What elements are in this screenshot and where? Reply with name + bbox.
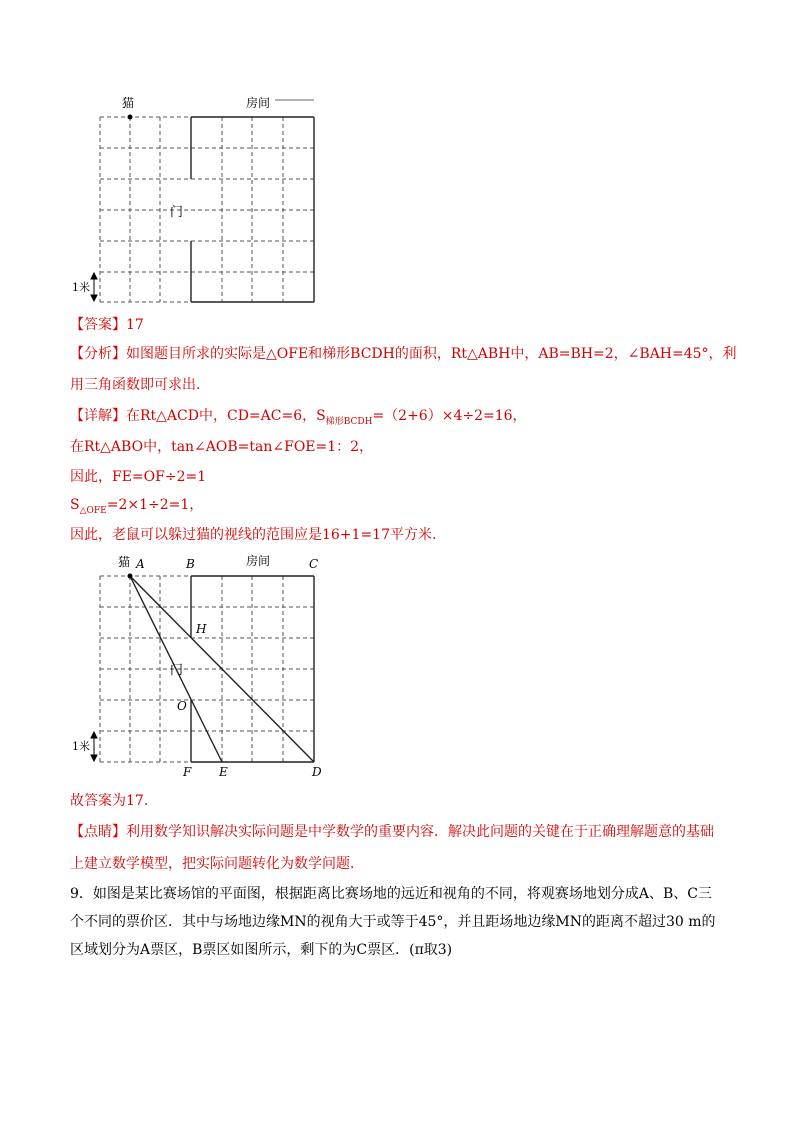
point-b-label: B xyxy=(186,557,195,571)
grid-figure-2 xyxy=(70,552,340,782)
detail-text-4b: =2×1÷2=1， xyxy=(106,497,204,513)
room-label: 房间 xyxy=(246,96,271,110)
detail-line-5: 因此，老鼠可以躲过猫的视线的范围应是16+1=17平方米. xyxy=(70,527,437,543)
detail-sub-4: △OFE xyxy=(79,505,107,516)
grid-diagram-2 xyxy=(70,552,340,782)
scale-label: 1米 xyxy=(72,281,90,294)
scale-label-2: 1米 xyxy=(72,740,90,753)
point-h-label: H xyxy=(196,622,207,636)
answer-text: 17 xyxy=(126,317,144,333)
room-label-2: 房间 xyxy=(246,554,271,568)
comment-text-1: 利用数学知识解决实际问题是中学数学的重要内容．解决此问题的关键在于正确理解题意的基础 xyxy=(126,824,714,840)
point-f-label: F xyxy=(183,765,192,779)
point-c-label: C xyxy=(309,557,319,571)
point-d-label: D xyxy=(312,765,322,779)
door-label-2: 门 xyxy=(170,663,184,678)
answer-line xyxy=(70,315,144,335)
answer-tag: 【答案】 xyxy=(70,317,126,333)
conclusion-line: 故答案为17. xyxy=(70,793,149,809)
comment-line-1 xyxy=(70,822,714,842)
comment-line-2: 上建立数学模型，把实际问题转化为数学问题. xyxy=(70,856,355,872)
analysis-tag: 【分析】 xyxy=(70,346,126,362)
detail-line-1 xyxy=(70,406,527,432)
point-e-label: E xyxy=(219,765,228,779)
grid-figure-1 xyxy=(70,92,330,307)
question-9 xyxy=(70,880,730,964)
comment-tag: 【点睛】 xyxy=(70,824,126,840)
analysis-text-1: 如图题目所求的实际是△OFE和梯形BCDH的面积，Rt△ABH中，AB=BH=2，∠BAH=45°，利 xyxy=(126,346,737,362)
question-9-line-2: 个不同的票价区．其中与场地边缘MN的视角大于或等于45°，并且距场地边缘MN的距离不超过30 m的 xyxy=(70,914,716,930)
cat-label: 猫 xyxy=(122,96,135,110)
detail-line-4 xyxy=(70,495,203,521)
grid-diagram-1 xyxy=(70,92,330,307)
detail-sub-1: 梯形BCDH xyxy=(325,416,373,427)
detail-text-4a: S xyxy=(70,497,80,513)
cat-label-2: 猫 xyxy=(118,555,131,569)
analysis-line-1 xyxy=(70,344,737,364)
question-9-line-3: 区域划分为A票区，B票区如图所示，剩下的为C票区．(π取3) xyxy=(70,942,453,958)
detail-line-2: 在Rt△ABO中，tan∠AOB=tan∠FOE=1：2， xyxy=(70,439,374,455)
point-a-label: A xyxy=(136,557,145,571)
detail-tag: 【详解】 xyxy=(70,408,126,424)
detail-text-1b: =（2+6）×4÷2=16， xyxy=(372,408,527,424)
question-9-line-1: 9．如图是某比赛场馆的平面图，根据距离比赛场地的远近和视角的不同，将观赛场地划分成A、B、C三 xyxy=(70,886,713,902)
point-o-label: O xyxy=(177,699,187,713)
detail-text-1a: 在Rt△ACD中，CD=AC=6，S xyxy=(126,408,326,424)
analysis-line-2: 用三角函数即可求出. xyxy=(70,377,201,393)
detail-line-3: 因此，FE=OF÷2=1 xyxy=(70,469,207,485)
door-label: 门 xyxy=(170,205,184,220)
